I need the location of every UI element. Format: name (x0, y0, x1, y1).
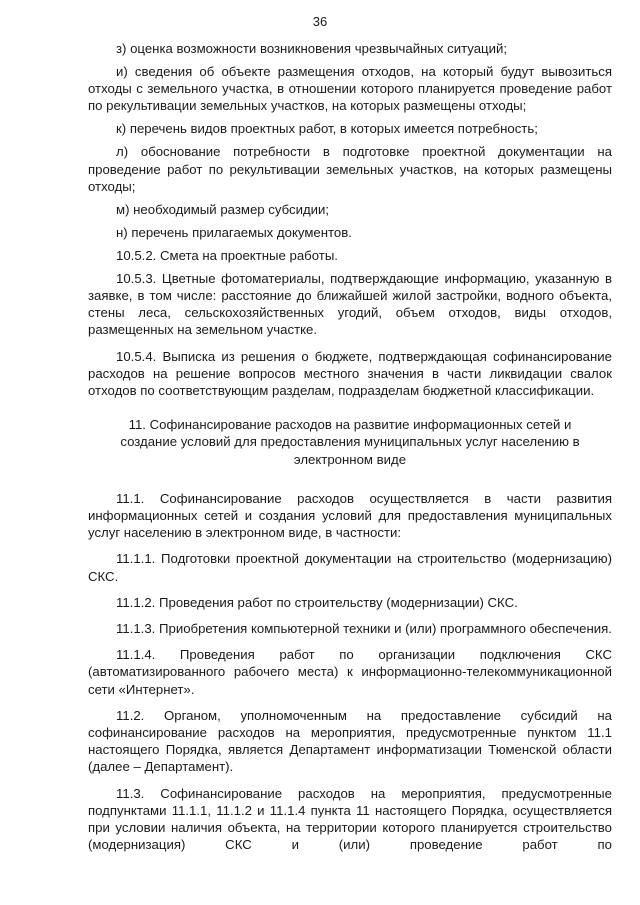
paragraph-11-2: 11.2. Органом, уполномоченным на предоставление субсидий на софинансирование расходов на мероприятия, предусмотренные пунктом 11.1 настоящего Порядка, является Департамент информатизации Тюменской области (далее – Департамент). (88, 707, 612, 775)
paragraph-m: м) необходимый размер субсидии; (116, 201, 330, 217)
document-body (88, 40, 612, 859)
paragraph-11-1-1: 11.1.1. Подготовки проектной документации на строительство (модернизацию) СКС. (88, 551, 612, 584)
paragraph-k: к) перечень видов проектных работ, в которых имеется потребность; (116, 121, 538, 137)
paragraph-l: л) обоснование потребности в подготовке проектной документации на проведение работ по рекультивации земельных участков, на которых размещены отходы; (88, 144, 612, 194)
paragraph-10-5-2: 10.5.2. Смета на проектные работы. (116, 247, 338, 263)
paragraph-10-5-4: 10.5.4. Выписка из решения о бюджете, подтверждающая софинансирование расходов на решение вопросов местного значения в части ликвидации свалок отходов по соответствующим разделам, подразделам бюджетной классификации. (88, 348, 612, 399)
section-heading: 11. Софинансирование расходов на развитие информационных сетей и создание условий для предоставления муниципальных услуг населению в электронном виде (120, 417, 580, 467)
paragraph-n: н) перечень прилагаемых документов. (116, 224, 352, 240)
paragraph-z: з) оценка возможности возникновения чрезвычайных ситуаций; (116, 41, 507, 56)
paragraph-11-1-4: 11.1.4. Проведения работ по организации подключения СКС (автоматизированного рабочего места) к информационно-телекоммуникационной сети «Интернет». (88, 647, 612, 697)
paragraph-11-1: 11.1. Софинансирование расходов осуществляется в части развития информационных сетей и создания условий для предоставления муниципальных услуг населению в электронном виде, в частности: (88, 490, 612, 541)
paragraph-10-5-3: 10.5.3. Цветные фотоматериалы, подтверждающие информацию, указанную в заявке, в том числе: расстояние до ближайшей жилой застройки, водного объекта, стены леса, сельскохозяйственных угодий, объем отходов, виды отходов, размещенных на земельном участке. (88, 270, 612, 338)
paragraph-11-1-3: 11.1.3. Приобретения компьютерной техники и (или) программного обеспечения. (116, 621, 612, 637)
paragraph-11-1-2: 11.1.2. Проведения работ по строительству (модернизации) СКС. (116, 594, 518, 610)
paragraph-i: и) сведения об объекте размещения отходов, на который будут вывозиться отходы с земельного участка, в отношении которого планируется проведение работ по рекультивации земельных участков, на которых размещены отходы; (88, 64, 612, 114)
paragraph-11-3: 11.3. Софинансирование расходов на мероприятия, предусмотренные подпунктами 11.1.1, 11.1.2 и 11.1.4 пункта 11 настоящего Порядка, осуществляется при условии наличия объекта, на территории которого планируется строительство (модернизация) СКС и (или) проведение работ по (88, 785, 612, 853)
page-number: 36 (312, 14, 328, 29)
